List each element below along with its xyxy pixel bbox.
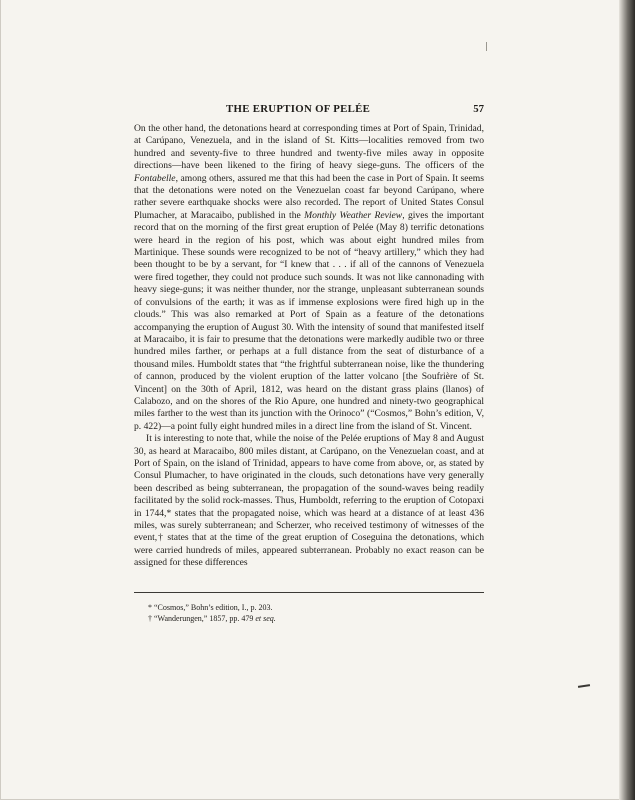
scan-mark-top [486, 42, 487, 51]
running-header [134, 103, 484, 117]
running-head-title: THE ERUPTION OF PELÉE [226, 103, 371, 115]
footnote-rule [134, 592, 484, 593]
footnote-2: † “Wanderungen,” 1857, pp. 479 et seq. [148, 614, 276, 623]
page-number: 57 [473, 103, 484, 115]
footnotes [148, 602, 484, 624]
body-text [134, 123, 484, 570]
footnote-1: * “Cosmos,” Bohn’s edition, I., p. 203. [148, 603, 273, 612]
paragraph-2: It is interesting to note that, while the noise of the Pelée eruptions of May 8 and August 30, as heard at Maracaibo, 800 miles distant, at Carúpano, on the Venezuelan coast, and at Port of Spain, on the island of Trinidad, appears to have come from above, or, as stated by Consul Plumacher, to have originated in the clouds, such detonations have very generally been described as being subterranean, the propagation of the sound-waves being readily facilitated by the solid rock-masses. Thus, Humboldt, referring to the eruption of Cotopaxi in 1744,* states that the propagated noise, which was heard at a distance of at least 436 miles, was surely subterranean; and Scherzer, who received testimony of witnesses of the event,† states that at the time of the great eruption of Coseguina the detonations, which were carried hundreds of miles, appeared subterranean. Probably no exact reason can be assigned for these differences [134, 433, 484, 569]
paragraph-1: On the other hand, the detonations heard at corresponding times at Port of Spain, Trinidad, at Carúpano, Venezuela, and in the island of St. Kitts—localities removed from two hundred and seventy-five to three hundred and twenty-five miles away in opposite directions—have been likened to the firing of heavy siege-guns. The officers of the Fontabelle, among others, assured me that this had been the case in Port of Spain. It seems that the detonations were noted on the Venezuelan coast far beyond Carúpano, where rather severe earthquake shocks were also recorded. The report of United States Consul Plumacher, at Maracaibo, published in the Monthly Weather Review, gives the important record that on the morning of the first great eruption of Pelée (May 8) terrific detonations were heard in the region of his post, which was about eight hundred miles from Martinique. These sounds were recognized to be not of “heavy artillery,” which they had been thought to be by a servant, for “I knew that . . . if all of the cannons of Venezuela were fired together, they could not produce such sounds. It was not like cannonading with heavy siege-guns; it was neither thunder, nor the strange, unpleasant subterranean sounds of convulsions of the earth; it was as if immense explosions were fired high up in the clouds.” This was also remarked at Port of Spain as a feature of the detonations accompanying the eruption of August 30. With the intensity of sound that manifested itself at Maracaibo, it is fair to presume that the detonations were markedly audible two or three hundred miles farther, or perhaps at a full distance from the seat of disturbance of a thousand miles. Humboldt states that “the frightful subterranean noise, like the thundering of cannon, produced by the violent eruption of the latter volcano [the Soufrière of St. Vincent] on the 30th of April, 1812, was heard on the distant grass plains (llanos) of Calabozo, and on the shores of the Rio Apure, one hundred and ninety-two geographical miles farther to the west than its junction with the Orinoco” (“Cosmos,” Bohn’s edition, V, p. 422)—a point fully eight hundred miles in a direct line from the island of St. Vincent. [134, 123, 484, 432]
scan-edge-shadow [619, 0, 635, 800]
